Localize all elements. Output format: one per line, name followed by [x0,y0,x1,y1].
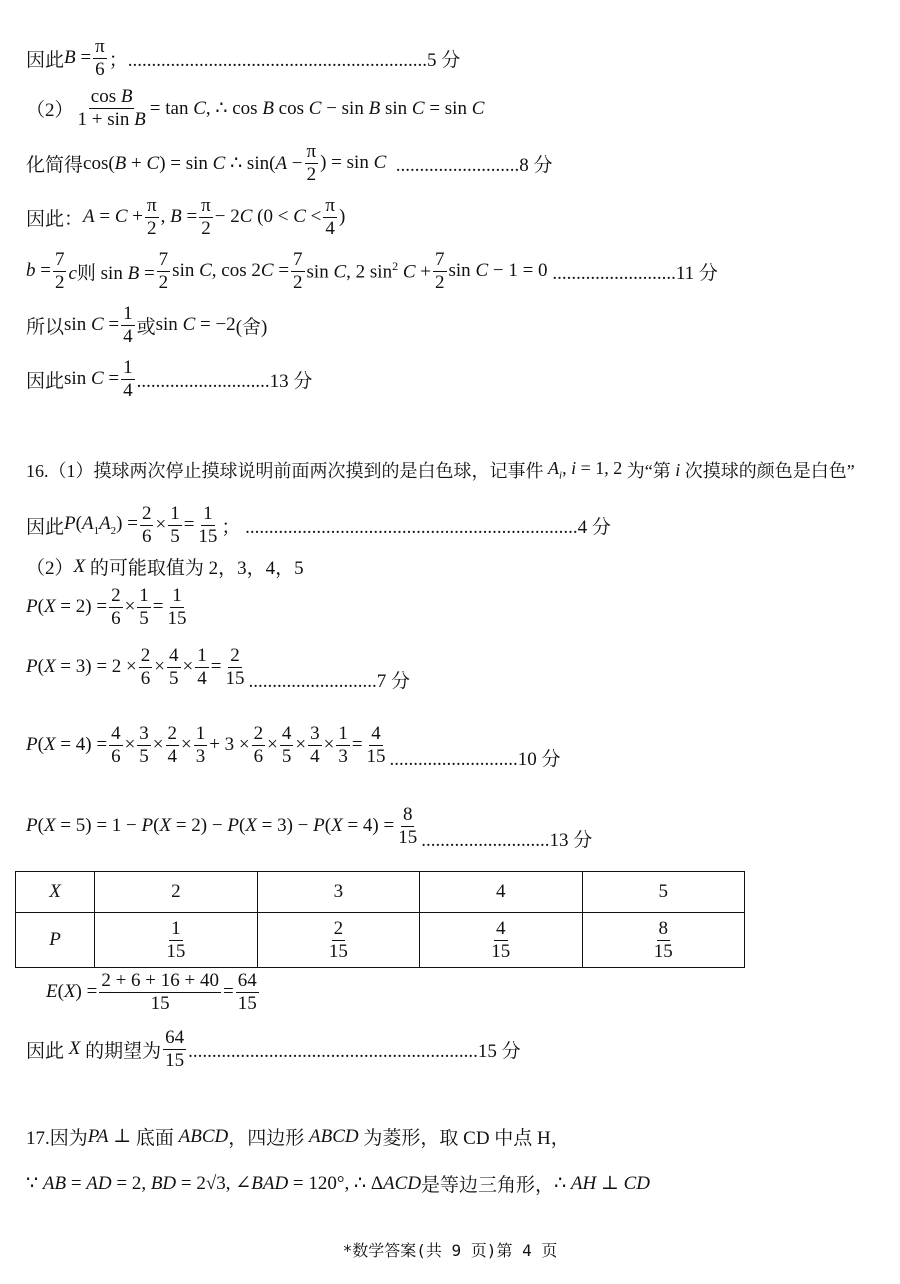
distribution-table [15,871,745,968]
fraction: $\frac{4}{15}$ [366,723,386,767]
fraction: $\frac{1}{4}$ [123,303,133,347]
fraction: $\frac{1}{5}$ [139,585,149,629]
q15-line-result: 因此 sin C = $\frac{1}{4}$ ............................13 分 [26,357,313,401]
q15-line-angles: 因此： A = C + $\frac{\pi}{2}$ , B = $\frac{\pi}{2}$ − 2C (0 < C < $\frac{\pi}{4}$ ) [26,195,346,239]
page-footer: *数学答案(共 9 页)第 4 页 [342,1241,558,1260]
fraction: $\frac{2}{6}$ [253,723,264,767]
fraction: $\frac{\pi}{4}$ [325,195,335,239]
table-cell: $\frac{1}{15}$ [95,913,257,968]
fraction: $\frac{1}{15}$ [167,585,187,629]
q16-line-px3: P(X = 3) = 2 × $\frac{2}{6}$ × $\frac{4}{5}$ × $\frac{1}{4}$ = $\frac{2}{15}$ ...........................7 分 [26,645,410,692]
fraction: $\frac{1}{3}$ [338,723,348,767]
fraction: $\frac{4}{6}$ [111,723,121,767]
table-header-cell: 5 [582,872,744,913]
q16-line-px2: P(X = 2) = $\frac{2}{6}$ × $\frac{1}{5}$ = $\frac{1}{15}$ [26,585,187,629]
fraction: $\frac{3}{5}$ [139,723,149,767]
table-cell: P [16,913,95,968]
fraction: $\frac{64}{15}$ [237,970,257,1014]
fraction: $\frac{1}{5}$ [170,503,180,547]
fraction: $\frac{64}{15}$ [165,1027,185,1071]
q15-line-equation: b = $\frac{7}{2}$ c则 sin B = $\frac{7}{2}$ sin C, cos 2C = $\frac{7}{2}$ sin C, 2 $\sin^2 C$ + $\frac{7}{2}$ sin C − 1 = 0 ..........................11 分 [26,249,718,293]
score-dots: ............................13 分 [136,370,313,392]
score-dots: ...............................................................5 分 [127,49,461,71]
fraction: $\frac{2}{6}$ [141,503,152,547]
table-cell: $\frac{2}{15}$ [257,913,419,968]
table-cell: $\frac{8}{15}$ [582,913,744,968]
fraction: $\frac{1}{3}$ [195,723,206,767]
fraction: $\frac{2}{6}$ [111,585,121,629]
fraction: $\frac{2}{4}$ [167,723,177,767]
fraction: $\frac{7}{2}$ [158,249,169,293]
fraction: $\frac{\pi}{2}$ [147,195,157,239]
table-header-cell: 3 [257,872,419,913]
fraction: $\frac{1}{4}$ [123,357,133,401]
table-cell: $\frac{4}{15}$ [420,913,582,968]
score-dots: ..........................8 分 [395,154,553,176]
fraction: $\frac{7}{2}$ [54,249,65,293]
q17-line-intro: 17.因为 PA ⊥ 底面 ABCD ，四边形 ABCD 为菱形，取 CD 中点 H， [26,1125,570,1149]
q16-line-expectation: E(X) = $\frac{2 + 6 + 16 + 40}{15}$ = $\frac{64}{15}$ [46,970,257,1014]
fraction: $\frac{1}{4}$ [197,645,207,689]
q15-line-simplify: 化简得 cos(B + C) = sin C ∴ sin(A − $\frac{\pi}{2}$ ) = sin C ..........................8 分 [26,141,553,185]
q15-line-solution: 所以 sin C = $\frac{1}{4}$ 或 sin C = −2 (舍) [26,303,268,347]
q16-line-result: 因此 X 的期望为 $\frac{64}{15}$ .............................................................15 分 [26,1027,521,1071]
score-dots: ...........................10 分 [389,748,561,770]
table-row [16,913,745,968]
fraction: $\frac{3}{4}$ [310,723,320,767]
score-dots: ......................................................................4 分 [245,516,611,538]
fraction: $\frac{\pi}{2}$ [306,141,317,185]
fraction: $\frac{2}{6}$ [140,645,151,689]
table-header-cell: 2 [95,872,257,913]
fraction: $\frac{8}{15}$ [398,804,418,848]
fraction: $\frac{1}{15}$ [198,503,218,547]
score-dots: ..........................11 分 [552,262,718,284]
q15-line-b: 因此 B = $\frac{\pi}{6}$ ； ...............................................................5 分 [26,36,461,80]
q16-line-px5: P(X = 5) = 1 − P(X = 2) − P(X = 3) − P(X = 4) = $\frac{8}{15}$ ...........................13 分 [26,804,593,851]
table-row [16,872,745,913]
fraction: $\frac{\pi}{2}$ [201,195,211,239]
q16-line-p-a1a2: 因此 $P(A_1A_2)$ = $\frac{2}{6}$ × $\frac{1}{5}$ = $\frac{1}{15}$ ； ......................................................................4 分 [26,503,611,547]
score-dots: .............................................................15 分 [188,1040,521,1062]
table-header-cell: 4 [420,872,582,913]
table-header-cell: X [16,872,95,913]
fraction: $\frac{7}{2}$ [435,249,445,293]
score-dots: ...........................13 分 [421,829,593,851]
fraction: $\frac{\pi}{6}$ [95,36,105,80]
fraction: $\frac{4}{5}$ [169,645,179,689]
fraction: $\frac{2}{15}$ [225,645,245,689]
fraction: $\frac{7}{2}$ [293,249,303,293]
score-dots: ...........................7 分 [248,670,410,692]
fraction: $\frac{\text{cos B}}{\text{1 + sin B}}$ [77,86,146,130]
q17-line-because: ∵ AB = AD = 2, BD = 2√3, ∠BAD = 120°, ∴ ΔACD 是等边三角形， ∴ AH ⊥ CD [26,1173,651,1196]
q15-line-part2: （2） $\frac{\text{cos B}}{\text{1 + sin B}}$ = tan C, ∴ cos B cos C − sin B sin C = sin C [26,86,485,130]
q16-line-intro: 16.（1）摸球两次停止摸球说明前面两次摸到的是白色球，记事件 $A_i$, i = 1, 2 为“第 i 次摸球的颜色是白色” [26,458,855,482]
fraction: $\frac{4}{5}$ [281,723,292,767]
q16-line-px4: P(X = 4) = $\frac{4}{6}$ × $\frac{3}{5}$ × $\frac{2}{4}$ × $\frac{1}{3}$ + 3 × $\frac{2}{6}$ × $\frac{4}{5}$ × $\frac{3}{4}$ × $\frac{1}{3}$ = $\frac{4}{15}$ ...........................10 分 [26,723,561,770]
q16-line-part2: （2） X 的可能取值为 2，3，4，5 [26,555,304,579]
fraction: $\frac{2 + 6 + 16 + 40}{15}$ [101,970,219,1014]
